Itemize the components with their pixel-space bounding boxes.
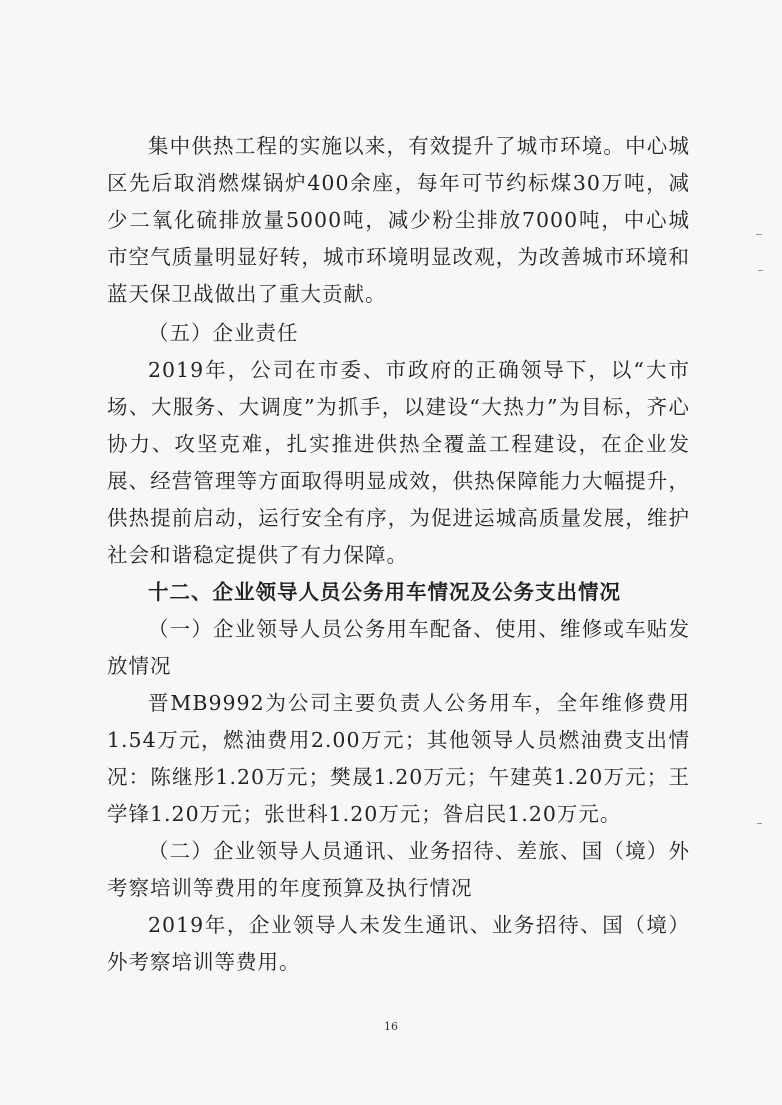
paragraph-no-expenses: 2019年，企业领导人未发生通讯、业务招待、国（境）外考察培训等费用。 — [107, 913, 690, 974]
scan-mark — [757, 823, 762, 824]
paragraph-heating-impact: 集中供热工程的实施以来，有效提升了城市环境。中心城区先后取消燃煤锅炉400余座，每年可节约标煤30万吨，减少二氧化硫排放量5000吨，减少粉尘排放7000吨，中心城市空气质量明显好转，城市环境明显改观，为改善城市环境和蓝天保卫战做出了重大贡献。 — [107, 134, 690, 306]
scan-mark — [756, 234, 762, 235]
paragraph-2019-summary: 2019年，公司在市委、市政府的正确领导下，以“大市场、大服务、大调度”为抓手，以建设“大热力”为目标，齐心协力、攻坚克难，扎实推进供热全覆盖工程建设，在企业发展、经营管理等方面取得明显成效，供热保障能力大幅提升，供热提前启动，运行安全有序，为促进运城高质量发展，维护社会和谐稳定提供了有力保障。 — [107, 358, 690, 567]
subheading-official-vehicles: （一）企业领导人员公务用车配备、使用、维修或车贴发放情况 — [107, 617, 690, 678]
subheading-enterprise-responsibility: （五）企业责任 — [148, 321, 299, 345]
section-heading-12: 十二、企业领导人员公务用车情况及公务支出情况 — [148, 580, 621, 604]
scan-mark — [758, 270, 763, 271]
subheading-budget-execution: （二）企业领导人员通讯、业务招待、差旅、国（境）外考察培训等费用的年度预算及执行情况 — [107, 839, 690, 900]
paragraph-vehicle-expenses: 晋MB9992为公司主要负责人公务用车，全年维修费用1.54万元，燃油费用2.00万元；其他领导人员燃油费支出情况：陈继彤1.20万元；樊晟1.20万元；午建英1.20万元；王学锋1.20万元；张世科1.20万元；昝启民1.20万元。 — [107, 691, 690, 826]
document-body — [107, 128, 690, 981]
page-number: 16 — [384, 1020, 398, 1033]
